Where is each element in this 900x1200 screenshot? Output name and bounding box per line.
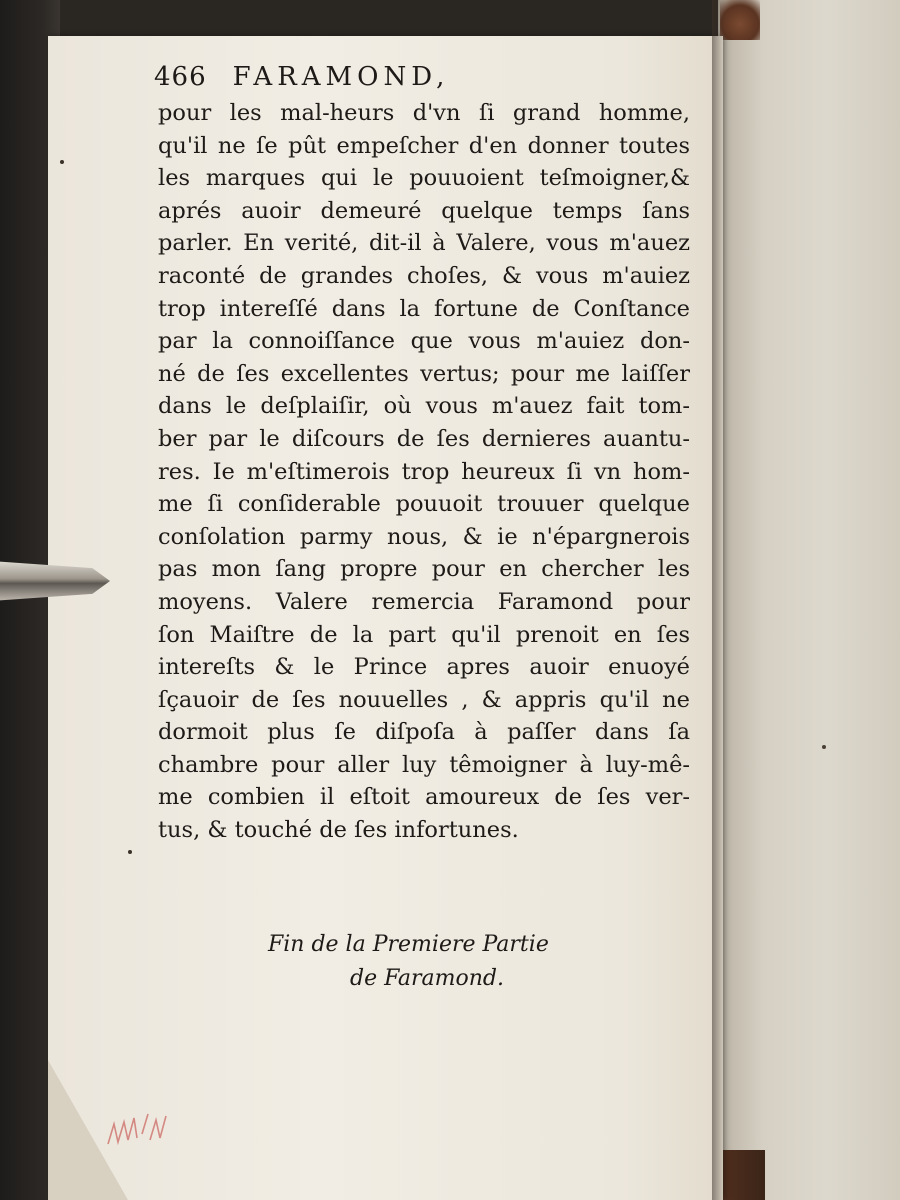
- text-line: pas mon ſang propre pour en chercher les: [158, 556, 690, 583]
- text-line: moyens. Valere remercia Faramond pour: [158, 588, 690, 615]
- text-line: les marques qui le pouuoient teſmoigner,&: [158, 165, 690, 192]
- text-line: tus, & touché de ſes infortunes.: [158, 817, 519, 844]
- facing-page-edge: [718, 0, 900, 1200]
- colophon-line: Fin de la Premiere Partie: [268, 932, 549, 957]
- text-line: ſon Maiſtre de la part qu'il prenoit en ſes: [158, 621, 690, 648]
- text-line: ſçauoir de ſes nouuelles , & appris qu'il ne: [158, 686, 690, 713]
- text-line: intereſts & le Prince apres auoir enuoyé: [158, 654, 690, 681]
- colophon-line: de Faramond.: [350, 966, 504, 991]
- ink-speck: [128, 850, 132, 854]
- text-line: parler. En verité, dit-il à Valere, vous m'auez: [158, 230, 690, 257]
- page-header: [154, 62, 574, 102]
- running-title: FARAMOND,: [232, 62, 450, 92]
- page-number: 466: [154, 62, 207, 92]
- text-line: qu'il ne ſe pût empeſcher d'en donner toutes: [158, 132, 690, 159]
- text-line: chambre pour aller luy têmoigner à luy-mê-: [158, 751, 690, 778]
- colophon: [230, 928, 610, 996]
- text-line: dormoit plus ſe diſpoſa à paſſer dans ſa: [158, 719, 690, 746]
- text-line: raconté de grandes choſes, & vous m'auiez: [158, 262, 690, 289]
- ink-speck: [822, 745, 826, 749]
- text-line: ber par le diſcours de ſes dernieres auantu-: [158, 425, 690, 452]
- text-line: né de ſes excellentes vertus; pour me laiſſer: [158, 360, 690, 387]
- gutter-shadow: [712, 0, 726, 1200]
- text-line: dans le deſplaiſir, où vous m'auez fait tom-: [158, 393, 690, 420]
- text-line: pour les mal-heurs d'vn ſi grand homme,: [158, 100, 690, 126]
- pencil-marking: [104, 1104, 174, 1152]
- text-line: conſolation parmy nous, & ie n'épargnerois: [158, 523, 690, 550]
- text-line: me ſi conſiderable pouuoit trouuer quelque: [158, 491, 690, 518]
- text-line: trop intereſſé dans la fortune de Conſtance: [158, 295, 690, 322]
- body-text: [158, 97, 690, 847]
- text-line: par la connoiſſance que vous m'auiez don-: [158, 328, 690, 355]
- text-line: me combien il eſtoit amoureux de ſes ver-: [158, 784, 690, 811]
- ink-speck: [60, 160, 64, 164]
- binding-top: [720, 0, 760, 40]
- text-line: res. Ie m'eſtimerois trop heureux ſi vn hom-: [158, 458, 690, 485]
- text-line: aprés auoir demeuré quelque temps ſans: [158, 197, 690, 224]
